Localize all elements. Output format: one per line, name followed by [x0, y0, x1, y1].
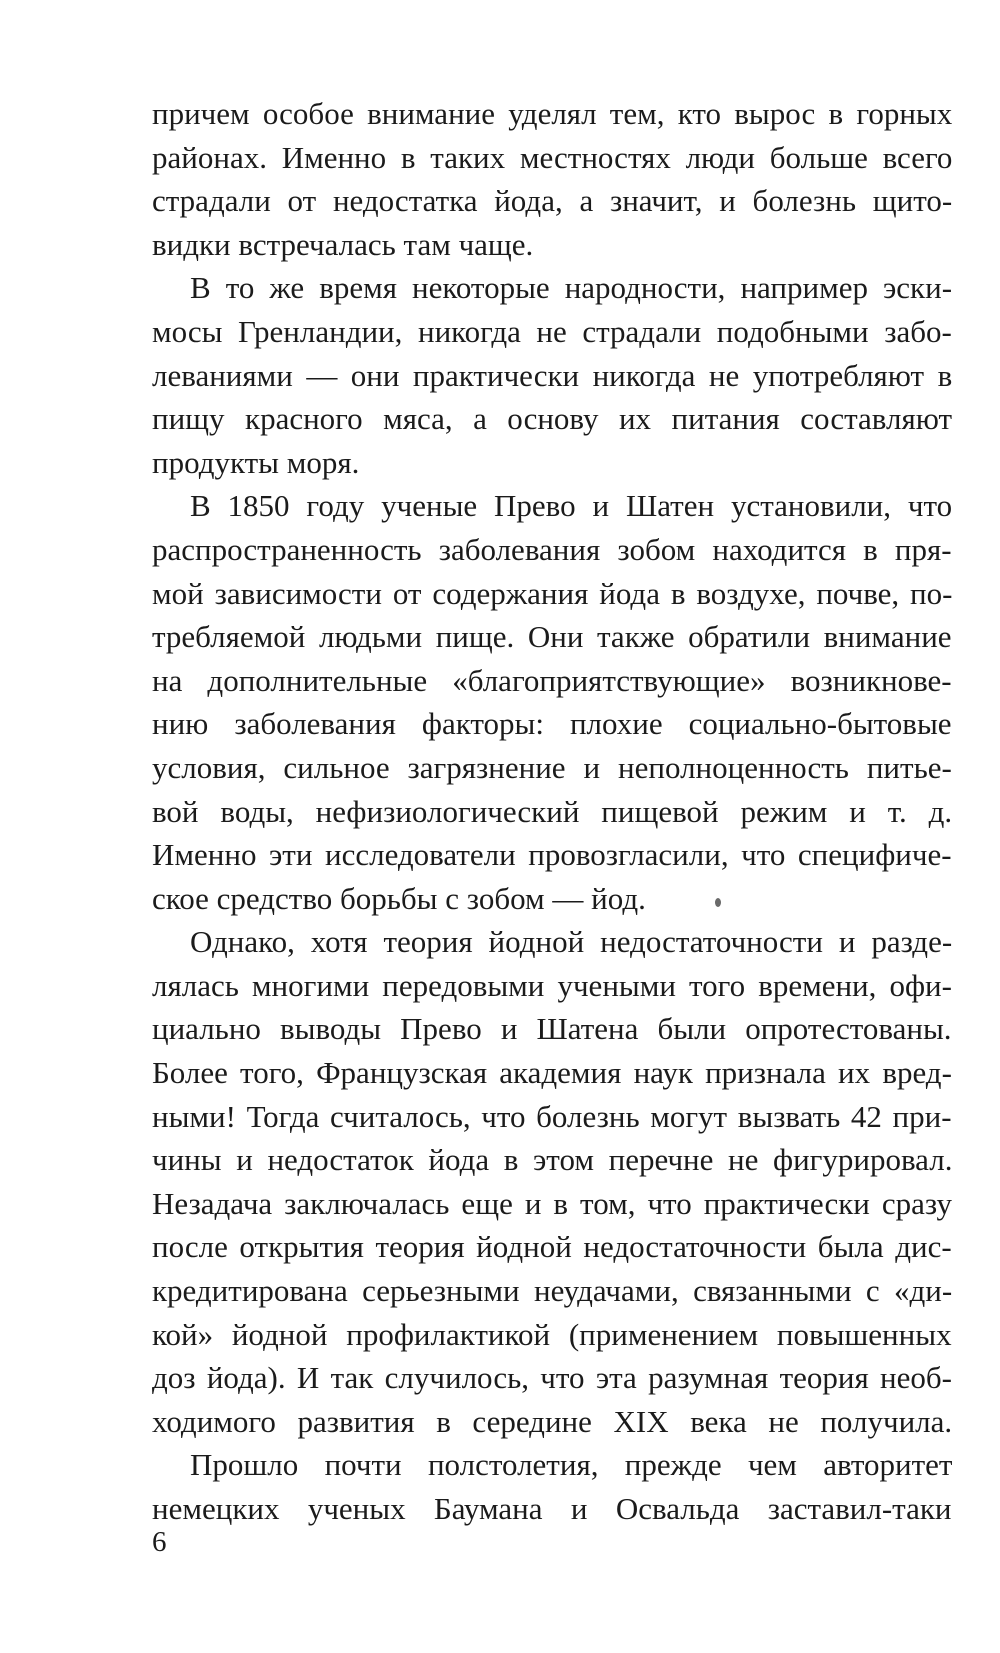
text-line: Более того, Французская академия наук признала их вред-	[152, 1055, 952, 1091]
text-line: продукты моря.	[152, 444, 360, 480]
text-line: на дополнительные «благоприятствующие» возникнове-	[152, 662, 952, 698]
text-line: нию заболевания факторы: плохие социально-бытовые	[152, 706, 952, 742]
text-line: Незадача заключалась еще и в том, что практически сразу	[152, 1185, 952, 1221]
text-line: распространенность заболевания зобом находится в пря-	[152, 531, 952, 567]
body-text	[152, 92, 952, 1531]
text-line: пищу красного мяса, а основу их питания составляют	[152, 401, 953, 437]
text-line: районах. Именно в таких местностях люди больше всего	[152, 139, 953, 175]
text-line: лялась многими передовыми учеными того времени, офи-	[152, 967, 952, 1003]
text-line: ское средство борьбы с зобом — йод.	[152, 880, 646, 916]
text-line: кредитирована серьезными неудачами, связанными с «ди-	[152, 1273, 953, 1309]
text-line: мосы Гренландии, никогда не страдали подобными забо-	[152, 313, 952, 349]
text-line: Именно эти исследователи провозгласили, что специфиче-	[152, 837, 952, 873]
text-line: мой зависимости от содержания йода в воздухе, почве, по-	[152, 575, 953, 611]
text-line: чины и недостаток йода в этом перечне не фигурировал.	[152, 1142, 953, 1178]
paragraph-first-line: В то же время некоторые народности, например эски-	[190, 270, 953, 306]
text-line: условия, сильное загрязнение и неполноценность питье-	[152, 749, 952, 785]
page-number: 6	[152, 1526, 167, 1558]
text-line: немецких ученых Баумана и Освальда заставил-таки	[152, 1491, 952, 1526]
text-line: вой воды, нефизиологический пищевой режим и т. д.	[152, 793, 953, 829]
paragraph-first-line: Однако, хотя теория йодной недостаточности и разде-	[190, 924, 953, 960]
print-speck	[715, 898, 721, 907]
text-line: причем особое внимание уделял тем, кто вырос в горных	[152, 96, 953, 131]
paragraph-first-line: Прошло почти полстолетия, прежде чем авторитет	[190, 1447, 953, 1483]
text-line: видки встречалась там чаще.	[152, 226, 534, 262]
text-line: после открытия теория йодной недостаточности была дис-	[152, 1229, 952, 1265]
text-line: ходимого развития в середине XIX века не получила.	[152, 1403, 953, 1439]
text-line: ными! Тогда считалось, что болезнь могут вызвать 42 при-	[152, 1098, 952, 1134]
text-line: циально выводы Прево и Шатена были опротестованы.	[152, 1011, 952, 1047]
text-line: кой» йодной профилактикой (применением повышенных	[152, 1316, 952, 1352]
text-line: требляемой людьми пище. Они также обратили внимание	[152, 619, 952, 655]
text-line: страдали от недостатка йода, а значит, и болезнь щито-	[152, 183, 953, 219]
text-line: доз йода). И так случилось, что эта разумная теория необ-	[152, 1360, 952, 1396]
text-line: леваниями — они практически никогда не употребляют в	[152, 357, 953, 393]
paragraph-first-line: В 1850 году ученые Прево и Шатен установили, что	[190, 488, 953, 524]
